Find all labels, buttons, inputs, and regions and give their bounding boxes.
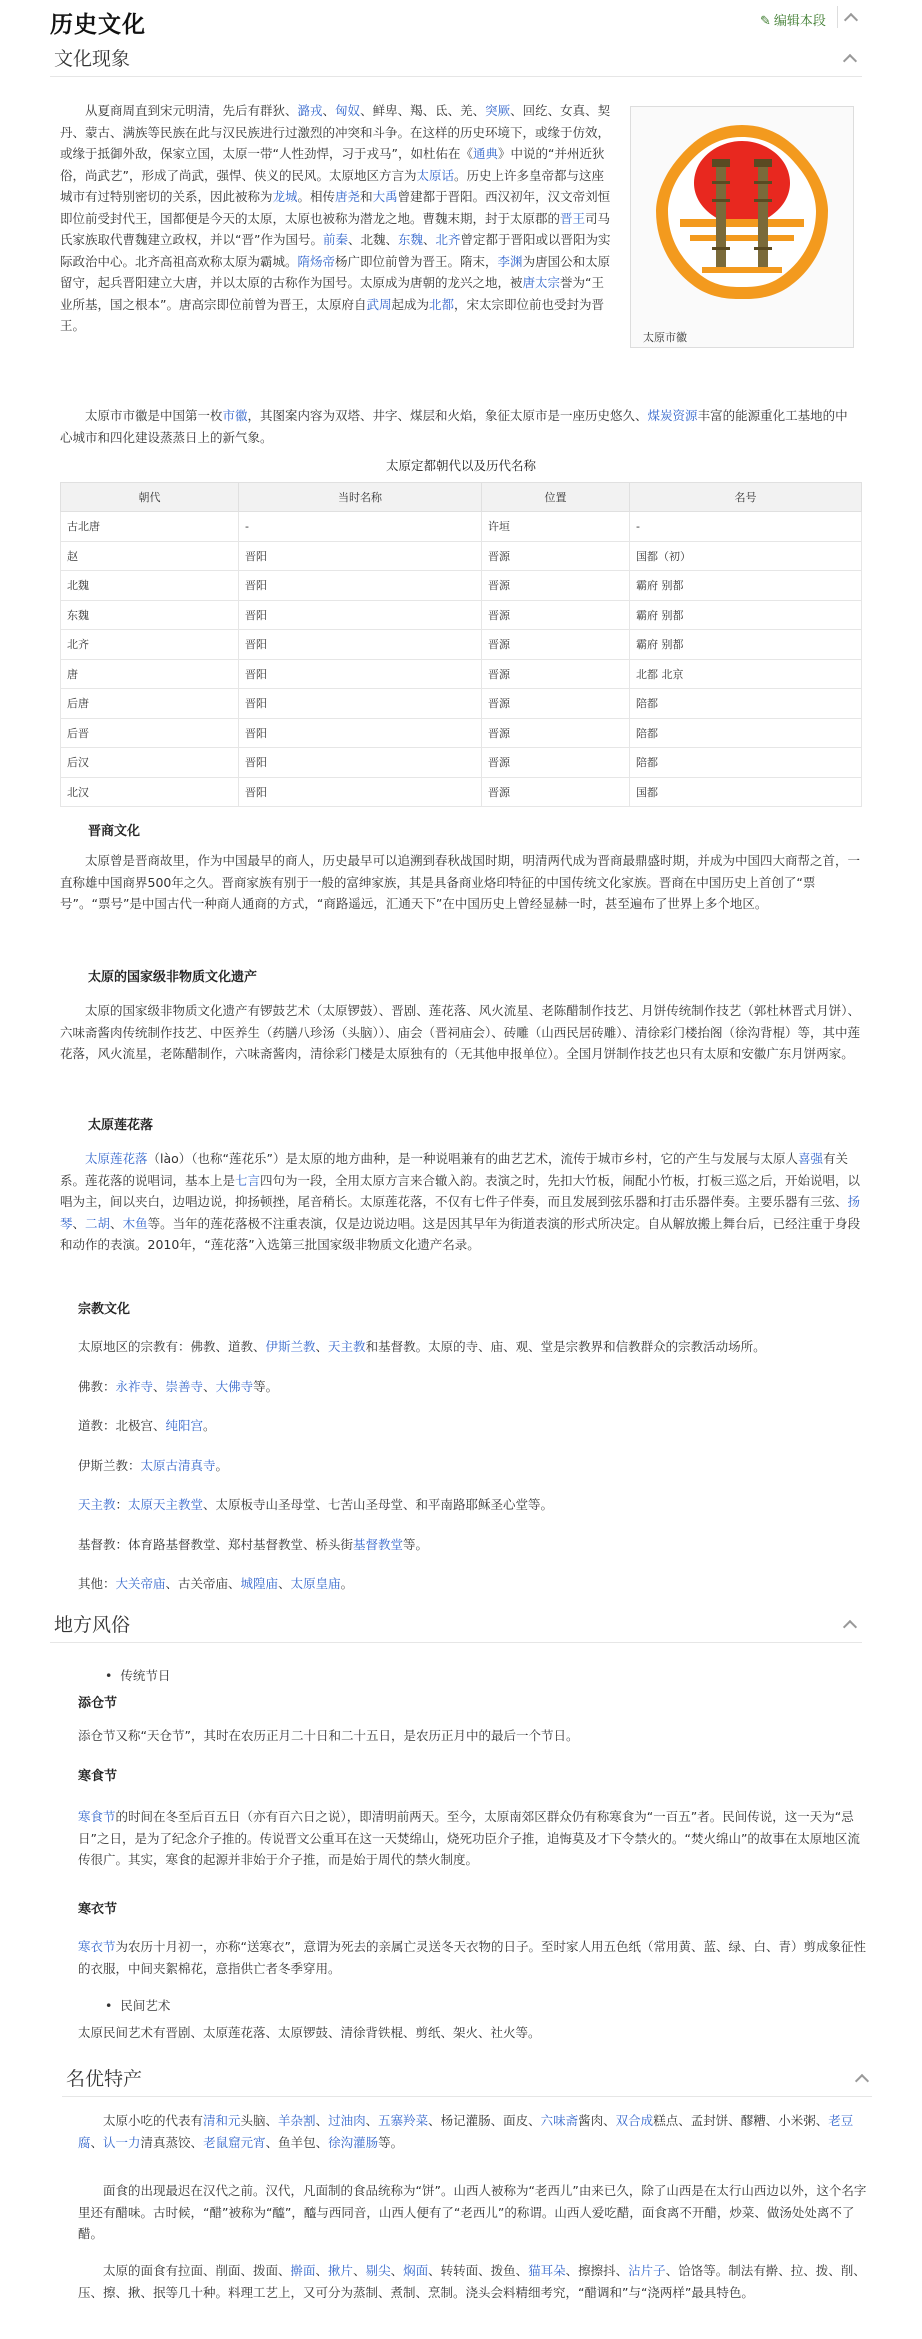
table-cell: 晋源 xyxy=(482,571,630,601)
inline-link[interactable]: 木鱼 xyxy=(122,1215,148,1231)
bullet-traditional-festivals: • 传统节日 xyxy=(105,1666,170,1684)
inline-link[interactable]: 北都 xyxy=(429,296,455,312)
religion-line: 道教：北极宫、纯阳宫。 xyxy=(78,1418,216,1433)
snacks-text: 太原小吃的代表有清和元头脑、羊杂割、过油肉、五寨羚菜、杨记灌肠、面皮、六味斋酱肉、双合成糕点、孟封饼、醪糟、小米粥、老豆腐、认一力清真蒸饺、老鼠窟元宵、鱼羊包、徐沟灌肠等。 xyxy=(78,2113,854,2150)
table-cell: 晋阳 xyxy=(239,571,482,601)
table-cell: 北魏 xyxy=(61,571,239,601)
inline-link[interactable]: 剔尖 xyxy=(365,2263,391,2278)
table-cell: 北齐 xyxy=(61,630,239,660)
inline-link[interactable]: 永祚寺 xyxy=(115,1378,154,1394)
inline-link[interactable]: 突厥 xyxy=(485,103,511,118)
table-cell: 北汉 xyxy=(61,777,239,807)
inline-link[interactable]: 五寨羚菜 xyxy=(378,2113,429,2128)
inline-link[interactable]: 煤炭资源 xyxy=(647,408,698,423)
hanyi-paragraph xyxy=(78,1936,868,1979)
table-row xyxy=(61,748,862,778)
inline-link[interactable]: 焖面 xyxy=(403,2263,429,2278)
table-cell: 北都 北京 xyxy=(630,659,862,689)
intro-paragraph-1 xyxy=(60,100,615,337)
table-row xyxy=(61,777,862,807)
table-cell: 晋源 xyxy=(482,748,630,778)
table-cell: 晋源 xyxy=(482,541,630,571)
inline-link[interactable]: 晋王 xyxy=(560,210,586,226)
tiancang-text: 添仓节又称“天仓节”，其时在农历正月二十日和二十五日，是农历正月中的最后一个节日。 xyxy=(78,1728,579,1743)
jinshang-paragraph xyxy=(60,850,865,915)
inline-link[interactable]: 大禹 xyxy=(372,189,398,204)
inline-link[interactable]: 武周 xyxy=(366,296,392,312)
table-cell: 晋源 xyxy=(482,718,630,748)
noodles-history-paragraph xyxy=(78,2180,868,2245)
chevron-up-icon xyxy=(844,13,858,27)
inline-link[interactable]: 揪片 xyxy=(328,2263,354,2278)
religion-line: 其他：大关帝庙、古关帝庙、城隍庙、太原皇庙。 xyxy=(78,1576,354,1591)
bullet-folk-art: • 民间艺术 xyxy=(105,1996,170,2014)
infobox xyxy=(630,106,854,348)
table-cell: 后汉 xyxy=(61,748,239,778)
table-cell: 霸府 别都 xyxy=(630,571,862,601)
inline-link[interactable]: 沾片子 xyxy=(628,2263,666,2278)
section-header-specialties xyxy=(62,2062,872,2097)
table-cell: 许垣 xyxy=(482,512,630,542)
inline-link[interactable]: 市徽 xyxy=(222,408,248,423)
inline-link[interactable]: 基督教堂 xyxy=(353,1536,404,1552)
religion-line: 基督教：体育路基督教堂、郑村基督教堂、桥头街基督教堂等。 xyxy=(78,1536,429,1552)
inline-link[interactable]: 扬琴 xyxy=(60,1194,861,1231)
table-cell: - xyxy=(630,512,862,542)
edit-section-button[interactable]: ✎ 编辑本段 xyxy=(760,14,826,29)
table-header-row xyxy=(61,483,862,512)
inline-link[interactable]: 六味斋 xyxy=(540,2113,579,2128)
dynasty-table xyxy=(60,482,862,807)
inline-link[interactable]: 潞戎 xyxy=(297,103,323,118)
collapse-toggle[interactable] xyxy=(837,6,864,28)
inline-link[interactable]: 寒食节 xyxy=(78,1809,116,1824)
table-row xyxy=(61,630,862,660)
noodles-history-text: 面食的出现最迟在汉代之前。汉代，凡面制的食品统称为“饼”。山西人被称为“老西儿”由来已久，除了山西是在太行山西边以外，这个名字里还有醋味。古时候，“醋”被称为“醯”，醯与西同音，山西人便有了“老西儿”的称谓。山西人爱吃醋，面食离不开醋，炒菜、做汤处处离不了醋。 xyxy=(78,2183,867,2241)
inline-link[interactable]: 太原天主教堂 xyxy=(128,1497,204,1512)
inline-link[interactable]: 大关帝庙 xyxy=(115,1576,166,1591)
inline-link[interactable]: 天主教 xyxy=(78,1497,116,1512)
inline-link[interactable]: 过油肉 xyxy=(328,2113,366,2128)
inline-link[interactable]: 认一力 xyxy=(103,2134,141,2150)
page-title: 历史文化 xyxy=(50,11,146,38)
table-cell: - xyxy=(239,512,482,542)
table-cell: 东魏 xyxy=(61,600,239,630)
table-cell: 晋阳 xyxy=(239,659,482,689)
jinshang-text: 太原曾是晋商故里，作为中国最早的商人，历史最早可以追溯到春秋战国时期，明清两代成为晋商最鼎盛时期，并成为中国四大商帮之首，一直称雄中国商界500年之久。晋商家族有别于一般的富绅家族，其是具备商业烙印特征的中国传统文化家族。晋商在中国历史上首创了“票号”。“票号”是中国古代一种商人通商的方式，“商路遥远，汇通天下”在中国历史上曾经显赫一时，甚至遍布了世界上多个地区。 xyxy=(60,853,861,911)
inline-link[interactable]: 通典 xyxy=(472,146,498,161)
subheading-jinshang: 晋商文化 xyxy=(88,824,141,839)
lianhualuo-paragraph xyxy=(60,1148,865,1256)
inline-link[interactable]: 崇善寺 xyxy=(165,1378,204,1394)
subheading-tiancang: 添仓节 xyxy=(78,1696,118,1711)
heritage-text: 太原的国家级非物质文化遗产有锣鼓艺术（太原锣鼓）、晋剧、莲花落、风火流星、老陈醋制作技艺、月饼传统制作技艺（郭杜林晋式月饼）、六味斋酱肉传统制作技艺、中医养生（药膳八珍汤（头脑））、庙会（晋祠庙会）、砖雕（山西民居砖雕）、清徐彩门楼抬阁（徐沟背棍）等，其中莲花落，风火流星，老陈醋制作，六味斋酱肉，清徐彩门楼是太原独有的（无其他申报单位）。全国月饼制作技艺也只有太原和安徽广东月饼两家。 xyxy=(60,1003,861,1061)
inline-link[interactable]: 伊斯兰教 xyxy=(265,1339,316,1354)
noodles-paragraph xyxy=(78,2260,868,2303)
inline-link[interactable]: 太原皇庙 xyxy=(290,1576,341,1591)
table-cell: 陪都 xyxy=(630,748,862,778)
intro-text-2: 太原市市徽是中国第一枚市徽，其图案内容为双塔、井字、煤层和火焰，象征太原市是一座历史悠久、煤炭资源丰富的能源重化工基地的中心城市和四化建设蒸蒸日上的新气象。 xyxy=(60,408,848,445)
table-cell: 国都 xyxy=(630,777,862,807)
noodles-text: 太原的面食有拉面、削面、拨面、擀面、揪片、剔尖、焖面、转转面、拨鱼、猫耳朵、擦擦抖、沾片子、饸饹等。制法有擀、拉、拨、削、压、擦、揪、抿等几十种。料理工艺上，又可分为蒸制、煮制、烹制。浇头会料精细考究，“醋调和”与“浇两样”最具特色。 xyxy=(78,2263,866,2300)
table-cell: 晋源 xyxy=(482,777,630,807)
inline-link[interactable]: 太原话 xyxy=(416,167,454,183)
table-cell: 晋阳 xyxy=(239,748,482,778)
inline-link[interactable]: 七言 xyxy=(235,1172,261,1188)
inline-link[interactable]: 太原莲花落 xyxy=(85,1151,148,1166)
table-header-cell: 当时名称 xyxy=(239,483,482,512)
inline-link[interactable]: 前秦 xyxy=(322,232,348,247)
table-row xyxy=(61,571,862,601)
inline-link[interactable]: 清和元 xyxy=(203,2113,241,2128)
subheading-intangible-heritage: 太原的国家级非物质文化遗产 xyxy=(88,970,258,985)
table-cell: 赵 xyxy=(61,541,239,571)
pencil-icon: ✎ xyxy=(760,14,771,29)
inline-link[interactable]: 双合成 xyxy=(615,2113,654,2128)
table-cell: 后晋 xyxy=(61,718,239,748)
table-cell: 晋阳 xyxy=(239,777,482,807)
table-caption: 太原定都朝代以及历代名称 xyxy=(385,458,536,473)
inline-link[interactable]: 老豆腐 xyxy=(78,2113,854,2150)
inline-link[interactable]: 喜强 xyxy=(798,1151,824,1166)
lianhualuo-text: 太原莲花落（lào）（也称“莲花乐”）是太原的地方曲种，是一种说唱兼有的曲艺艺术，流传于城市乡村，它的产生与发展与太原人喜强有关系。莲花落的说唱词，基本上是七言四句为一段，全用太原方言来合辙入韵。表演之时，先扣大竹板，闹配小竹板，打板三巡之后，开始说唱，以唱为主，间以夹白，边唱边说，抑扬顿挫，尾音稍长。太原莲花落，不仅有七件子伴奏，而且发展到弦乐器和打击乐器伴奏。主要乐器有三弦、扬琴、二胡、木鱼等。当年的莲花落极不注重表演，仅是边说边唱。这是因其早年为街道表演的形式所决定。自从解放搬上舞台后，已经注重于身段和动作的表演。2010年，“莲花落”入选第三批国家级非物质文化遗产名录。 xyxy=(60,1151,861,1252)
snacks-paragraph xyxy=(78,2110,868,2153)
intro-text-1: 从夏商周直到宋元明清，先后有群狄、潞戎、匈奴、鲜卑、羯、氐、羌、突厥、回纥、女真、契丹、蒙古、满族等民族在此与汉民族进行过激烈的冲突和斗争。在这样的历史环境下，或缘于仿效，或缘于抵御外敌，保家立国，太原一带“人性劲悍，习于戎马”，如杜佑在《通典》中说的“并州近狄俗，尚武艺”，形成了尚武，强悍、侠义的民风。太原地区方言为太原话。历史上许多皇帝都与这座城市有过特别密切的关系，因此被称为龙城。相传唐尧和大禹曾建都于晋阳。西汉初年，汉文帝刘恒即位前受封代王，国都便是今天的太原，太原也被称为潜龙之地。曹魏末期，封于太原郡的晋王司马氏家族取代曹魏建立政权，并以“晋”作为国号。前秦、北魏、东魏、北齐曾定都于晋阳或以晋阳为实际政治中心。北齐高祖高欢称太原为霸城。隋炀帝杨广即位前曾为晋王。隋末，李渊为唐国公和太原留守，起兵晋阳建立大唐，并以太原的古称作为国号。太原成为唐朝的龙兴之地，被唐太宗誉为“王业所基，国之根本”。唐高宗即位前曾为晋王，太原府自武周起成为北都，宋太宗即位前也受封为晋王。 xyxy=(60,103,611,333)
table-row xyxy=(61,718,862,748)
hanyi-text: 寒衣节为农历十月初一，亦称“送寒衣”，意谓为死去的亲属亡灵送冬天衣物的日子。至时家人用五色纸（常用黄、蓝、绿、白、青）剪成象征性的衣服，中间夹絮棉花，意指供亡者冬季穿用。 xyxy=(78,1939,866,1976)
table-header-cell: 朝代 xyxy=(61,483,239,512)
inline-link[interactable]: 唐尧 xyxy=(335,189,361,204)
inline-link[interactable]: 大佛寺 xyxy=(215,1378,254,1394)
table-cell: 陪都 xyxy=(630,689,862,719)
table-body xyxy=(61,512,862,807)
table-cell: 晋源 xyxy=(482,689,630,719)
table-cell: 霸府 别都 xyxy=(630,630,862,660)
religion-list xyxy=(78,1336,868,1595)
section-title: 地方风俗 xyxy=(54,1614,131,1636)
table-row xyxy=(61,512,862,542)
table-row xyxy=(61,689,862,719)
inline-link[interactable]: 纯阳宫 xyxy=(165,1418,204,1433)
section-header-culture xyxy=(50,42,862,77)
inline-link[interactable]: 龙城 xyxy=(272,189,298,204)
inline-link[interactable]: 寒衣节 xyxy=(78,1939,116,1954)
table-cell: 陪都 xyxy=(630,718,862,748)
inline-link[interactable]: 隋炀帝 xyxy=(297,253,336,269)
table-cell: 霸府 别都 xyxy=(630,600,862,630)
section-title: 文化现象 xyxy=(54,48,131,70)
table-cell: 晋源 xyxy=(482,630,630,660)
hanshi-paragraph xyxy=(78,1806,868,1871)
table-header-cell: 位置 xyxy=(482,483,630,512)
section-header-customs xyxy=(50,1608,862,1643)
subheading-hanshi: 寒食节 xyxy=(78,1769,118,1784)
folk-art-text: 太原民间艺术有晋剧、太原莲花落、太原锣鼓、清徐背铁棍、剪纸、架火、社火等。 xyxy=(78,2025,541,2040)
table-cell: 晋阳 xyxy=(239,689,482,719)
table-cell: 古北唐 xyxy=(61,512,239,542)
inline-link[interactable]: 李渊 xyxy=(497,253,523,269)
inline-link[interactable]: 二胡 xyxy=(85,1215,111,1231)
inline-link[interactable]: 匈奴 xyxy=(335,103,361,118)
inline-link[interactable]: 城隍庙 xyxy=(240,1576,279,1591)
table-header-cell: 名号 xyxy=(630,483,862,512)
table-cell: 晋源 xyxy=(482,659,630,689)
inline-link[interactable]: 太原古清真寺 xyxy=(140,1457,216,1473)
chevron-up-icon[interactable] xyxy=(843,54,857,68)
title-bar xyxy=(0,0,922,40)
inline-link[interactable]: 天主教 xyxy=(328,1339,366,1354)
table-cell: 晋阳 xyxy=(239,600,482,630)
table-row xyxy=(61,659,862,689)
subheading-religion: 宗教文化 xyxy=(78,1302,131,1317)
folk-art-paragraph xyxy=(78,2022,868,2044)
subheading-lianhualuo: 太原莲花落 xyxy=(88,1118,154,1133)
table-cell: 晋阳 xyxy=(239,630,482,660)
intro-paragraph-2 xyxy=(60,405,860,448)
tiancang-paragraph xyxy=(78,1725,868,1747)
table-cell: 后唐 xyxy=(61,689,239,719)
table-cell: 晋阳 xyxy=(239,718,482,748)
hanshi-text: 寒食节的时间在冬至后百五日（亦有百六日之说），即清明前两天。至今，太原南郊区群众仍有称寒食为“一百五”者。民间传说，这一天为“忌日”之日，是为了纪念介子推的。传说晋文公重耳在这一天焚绵山，烧死功臣介子推，追悔莫及才下令禁火的。“焚火绵山”的故事在太原地区流传很广。其实，寒食的起源并非始于介子推，而是始于周代的禁火制度。 xyxy=(78,1809,860,1867)
inline-link[interactable]: 猫耳朵 xyxy=(528,2263,566,2278)
religion-line: 伊斯兰教：太原古清真寺。 xyxy=(78,1457,229,1473)
table-cell: 晋源 xyxy=(482,600,630,630)
infobox-caption: 太原市徽 xyxy=(643,331,687,344)
table-cell: 唐 xyxy=(61,659,239,689)
table-row xyxy=(61,600,862,630)
inline-link[interactable]: 老鼠窟元宵 xyxy=(203,2134,266,2150)
inline-link[interactable]: 徐沟灌肠 xyxy=(328,2134,379,2150)
inline-link[interactable]: 擀面 xyxy=(290,2263,316,2278)
religion-line: 太原地区的宗教有：佛教、道教、伊斯兰教、天主教和基督教。太原的寺、庙、观、堂是宗教界和信教群众的宗教活动场所。 xyxy=(78,1339,766,1354)
inline-link[interactable]: 唐太宗 xyxy=(522,275,561,290)
taiyuan-emblem-image xyxy=(631,107,853,317)
table-cell: 晋阳 xyxy=(239,541,482,571)
chevron-up-icon[interactable] xyxy=(843,1620,857,1634)
section-title: 名优特产 xyxy=(66,2068,143,2090)
subheading-hanyi: 寒衣节 xyxy=(78,1902,118,1917)
table-row xyxy=(61,541,862,571)
inline-link[interactable]: 羊杂割 xyxy=(278,2113,316,2128)
inline-link[interactable]: 北齐 xyxy=(435,232,461,247)
religion-line: 佛教：永祚寺、崇善寺、大佛寺等。 xyxy=(78,1378,279,1394)
inline-link[interactable]: 东魏 xyxy=(397,232,423,247)
table-cell: 国都（初） xyxy=(630,541,862,571)
heritage-paragraph xyxy=(60,1000,865,1065)
religion-line: 天主教：太原天主教堂、太原板寺山圣母堂、七苦山圣母堂、和平南路耶稣圣心堂等。 xyxy=(78,1497,554,1512)
chevron-up-icon[interactable] xyxy=(855,2074,869,2088)
